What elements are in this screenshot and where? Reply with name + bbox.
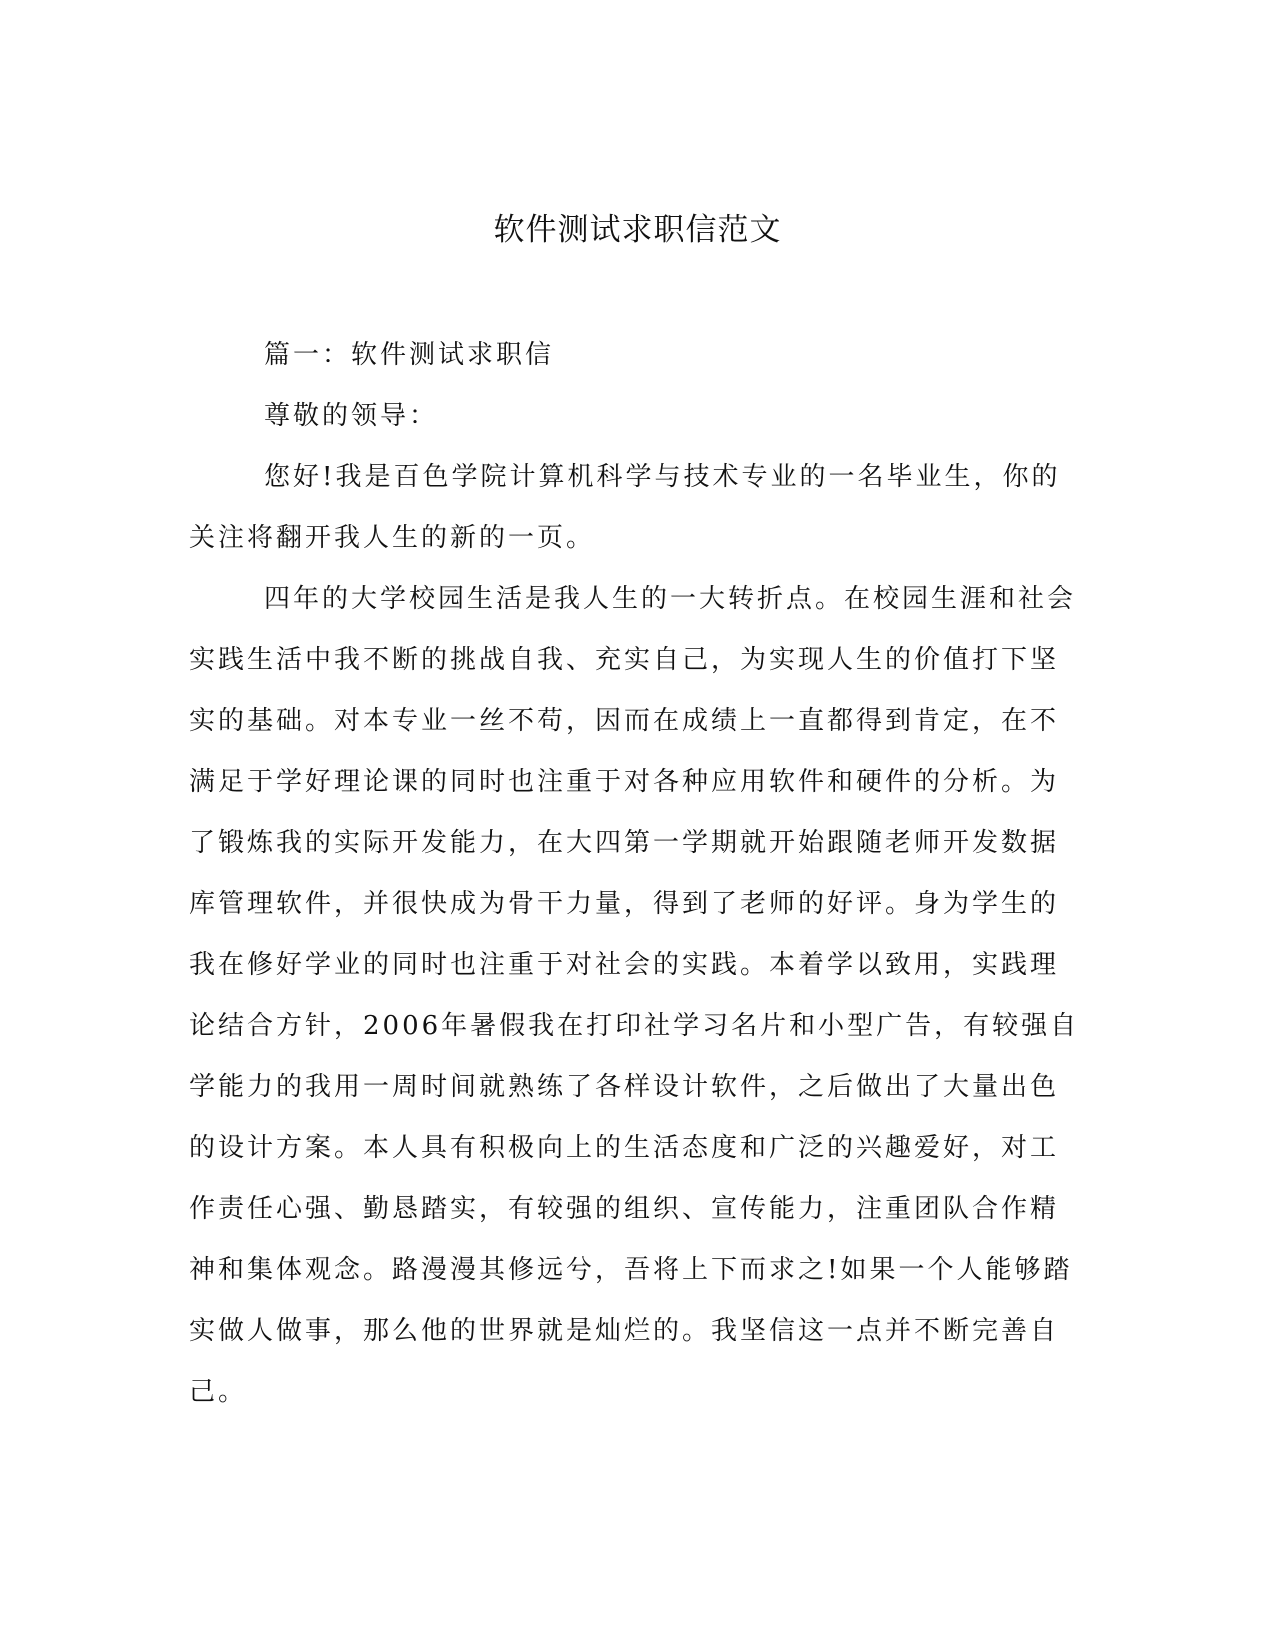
paragraph-line: 您好!我是百色学院计算机科学与技术专业的一名毕业生，你的	[264, 462, 1061, 492]
paragraph-line: 学能力的我用一周时间就熟练了各样设计软件，之后做出了大量出色	[189, 1072, 1060, 1102]
paragraph-line: 论结合方针，2006年暑假我在打印社学习名片和小型广告，有较强自	[189, 1011, 1080, 1041]
document-body	[189, 325, 1080, 1423]
paragraph-line: 关注将翻开我人生的新的一页。	[189, 523, 596, 553]
document-title: 软件测试求职信范文	[493, 212, 782, 248]
paragraph-line: 实践生活中我不断的挑战自我、充实自己，为实现人生的价值打下坚	[189, 645, 1060, 675]
paragraph-line: 作责任心强、勤恳踏实，有较强的组织、宣传能力，注重团队合作精	[189, 1194, 1060, 1224]
paragraph-line: 神和集体观念。路漫漫其修远兮，吾将上下而求之!如果一个人能够踏	[189, 1255, 1073, 1285]
paragraph-line: 四年的大学校园生活是我人生的一大转折点。在校园生涯和社会	[264, 584, 1077, 614]
paragraph-line: 实做人做事，那么他的世界就是灿烂的。我坚信这一点并不断完善自	[189, 1316, 1060, 1346]
paragraph-line: 己。	[189, 1377, 248, 1407]
paragraph-line: 满足于学好理论课的同时也注重于对各种应用软件和硬件的分析。为	[189, 767, 1060, 797]
paragraph-line: 的设计方案。本人具有积极向上的生活态度和广泛的兴趣爱好，对工	[189, 1133, 1060, 1163]
paragraph-line: 了锻炼我的实际开发能力，在大四第一学期就开始跟随老师开发数据	[189, 828, 1060, 858]
paragraph-line: 我在修好学业的同时也注重于对社会的实践。本着学以致用，实践理	[189, 950, 1060, 980]
paragraph-line: 库管理软件，并很快成为骨干力量，得到了老师的好评。身为学生的	[189, 889, 1060, 919]
section-heading: 篇一：软件测试求职信	[264, 340, 555, 370]
salutation: 尊敬的领导：	[264, 401, 439, 431]
paragraph-line: 实的基础。对本专业一丝不苟，因而在成绩上一直都得到肯定，在不	[189, 706, 1060, 736]
